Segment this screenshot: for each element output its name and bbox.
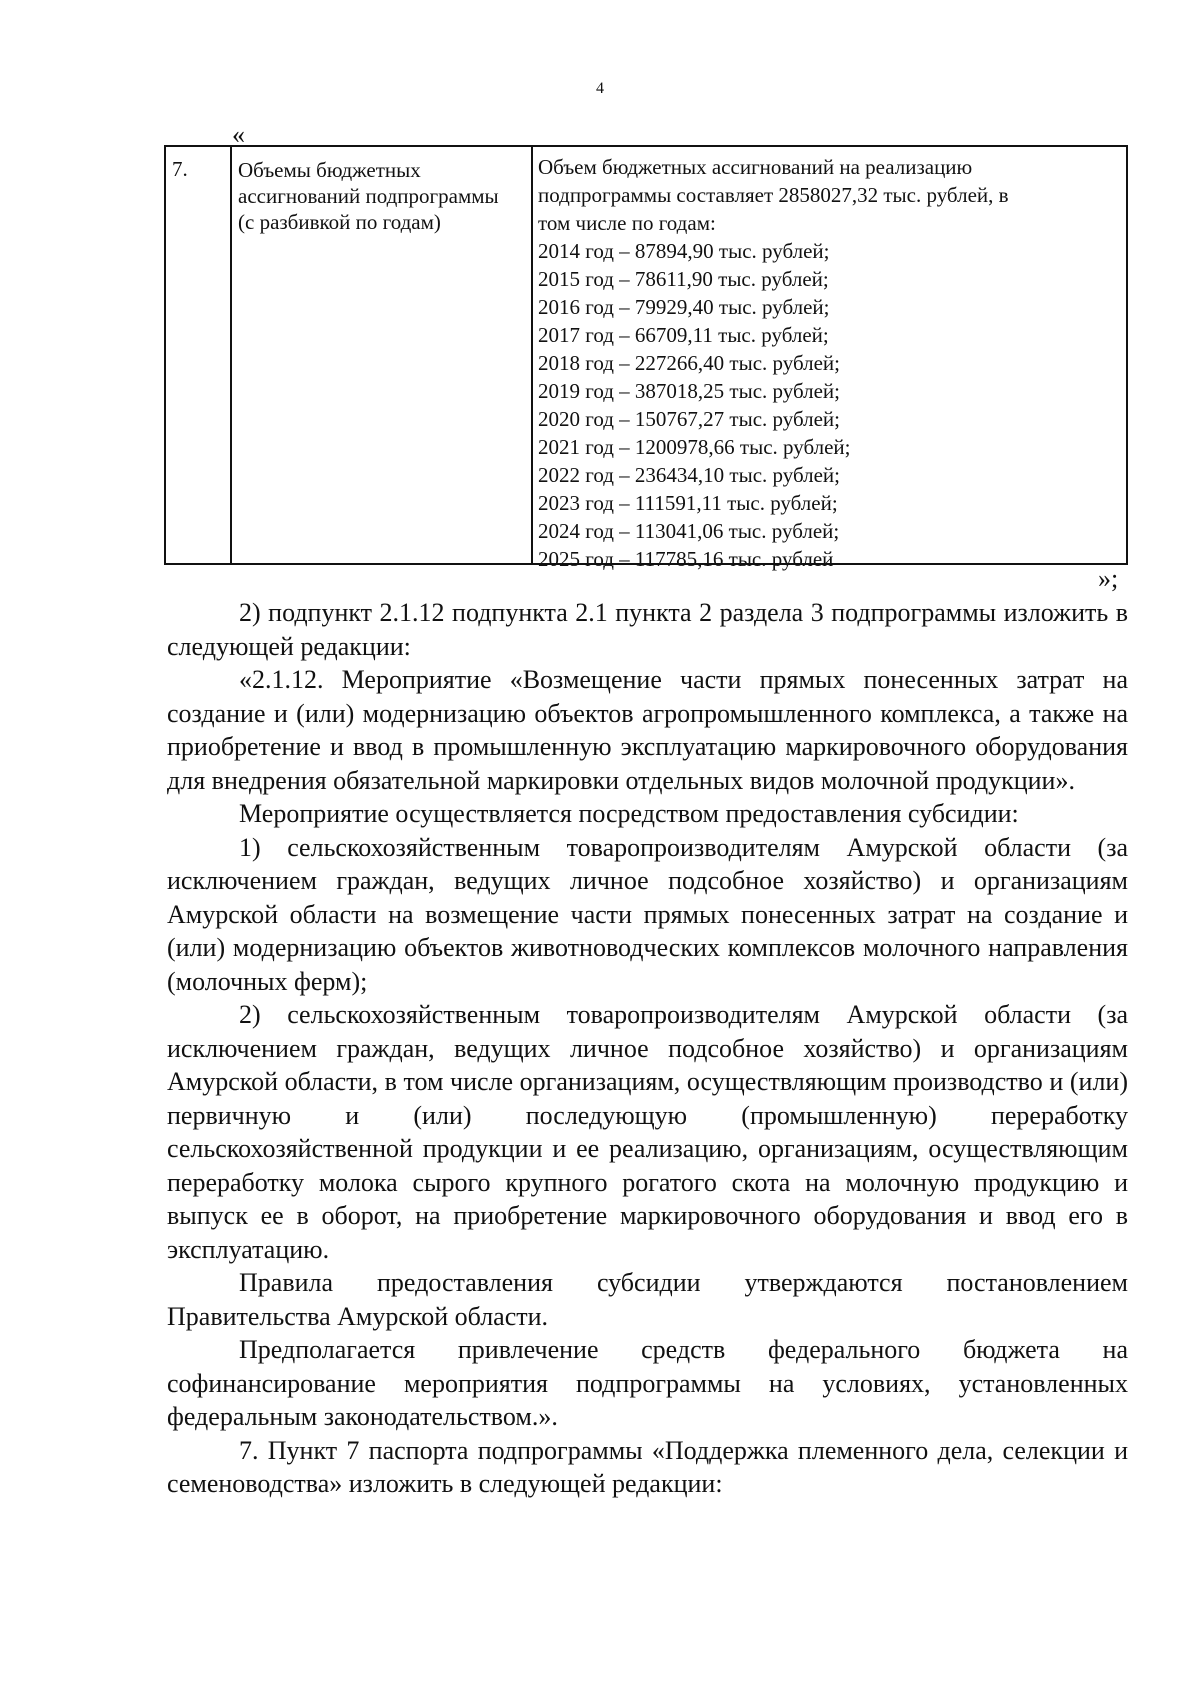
- year-line: 2023 год – 111591,11 тыс. рублей;: [538, 491, 838, 515]
- year-line: 2014 год – 87894,90 тыс. рублей;: [538, 239, 830, 263]
- table-open-quote: «: [232, 120, 245, 149]
- paragraph: 2) подпункт 2.1.12 подпункта 2.1 пункта 2 раздела 3 подпрограммы изложить в следующей редакции:: [167, 598, 1128, 661]
- paragraph: Правила предоставления субсидии утверждаются постановлением Правительства Амурской области.: [167, 1268, 1128, 1331]
- year-line: 2018 год – 227266,40 тыс. рублей;: [538, 351, 841, 375]
- table-column-divider: [230, 147, 232, 563]
- table-row-label: Объемы бюджетных ассигнований подпрограммы (с разбивкой по годам): [238, 158, 499, 234]
- page-number: 4: [596, 80, 604, 97]
- table-close-quote: »;: [1098, 564, 1119, 593]
- value-intro-line: том числе по годам:: [538, 211, 716, 235]
- year-line: 2024 год – 113041,06 тыс. рублей;: [538, 519, 840, 543]
- year-line: 2025 год – 117785,16 тыс. рублей: [538, 547, 834, 571]
- paragraph: «2.1.12. Мероприятие «Возмещение части прямых понесенных затрат на создание и (или) модернизацию объектов агропромышленного комплекса, а также на приобретение и ввод в промышленную эксплуатацию маркировочного оборудования для внедрения обязательной маркировки отдельных видов молочной продукции».: [167, 665, 1128, 795]
- year-line: 2017 год – 66709,11 тыс. рублей;: [538, 323, 829, 347]
- paragraph: 7. Пункт 7 паспорта подпрограммы «Поддержка племенного дела, селекции и семеноводства» изложить в следующей редакции:: [167, 1435, 1128, 1498]
- value-intro-line: подпрограммы составляет 2858027,32 тыс. рублей, в: [538, 183, 1009, 207]
- table-column-divider: [531, 147, 533, 563]
- year-line: 2019 год – 387018,25 тыс. рублей;: [538, 379, 841, 403]
- value-intro-line: Объем бюджетных ассигнований на реализацию: [538, 155, 973, 179]
- paragraph: Мероприятие осуществляется посредством предоставления субсидии:: [239, 799, 1019, 828]
- paragraph: 1) сельскохозяйственным товаропроизводителям Амурской области (за исключением граждан, ведущих личное подсобное хозяйство) и организациям Амурской области на возмещение части прямых понесенных затрат на создание и (или) модернизацию объектов животноводческих комплексов молочного направления (молочных ферм);: [167, 832, 1128, 996]
- year-line: 2020 год – 150767,27 тыс. рублей;: [538, 407, 841, 431]
- paragraph: Предполагается привлечение средств федерального бюджета на софинансирование мероприятия подпрограммы на условиях, установленных федеральным законодательством.».: [167, 1335, 1128, 1431]
- year-line: 2021 год – 1200978,66 тыс. рублей;: [538, 435, 851, 459]
- body-text: [167, 596, 1128, 1501]
- paragraph: 2) сельскохозяйственным товаропроизводителям Амурской области (за исключением граждан, ведущих личное подсобное хозяйство) и организациям Амурской области, в том числе организациям, осуществляющим производство и (или) первичную и (или) последующую (промышленную) переработку сельскохозяйственной продукции и ее реализацию, организациям, осуществляющим переработку молока сырого крупного рогатого скота на молочную продукцию и выпуск ее в оборот, на приобретение маркировочного оборудования и ввод его в эксплуатацию.: [167, 1000, 1128, 1264]
- year-line: 2022 год – 236434,10 тыс. рублей;: [538, 463, 841, 487]
- year-line: 2015 год – 78611,90 тыс. рублей;: [538, 267, 829, 291]
- year-line: 2016 год – 79929,40 тыс. рублей;: [538, 295, 830, 319]
- budget-table: [164, 145, 1128, 571]
- table-row-value: [538, 153, 1128, 573]
- table-row-number: 7.: [172, 157, 188, 181]
